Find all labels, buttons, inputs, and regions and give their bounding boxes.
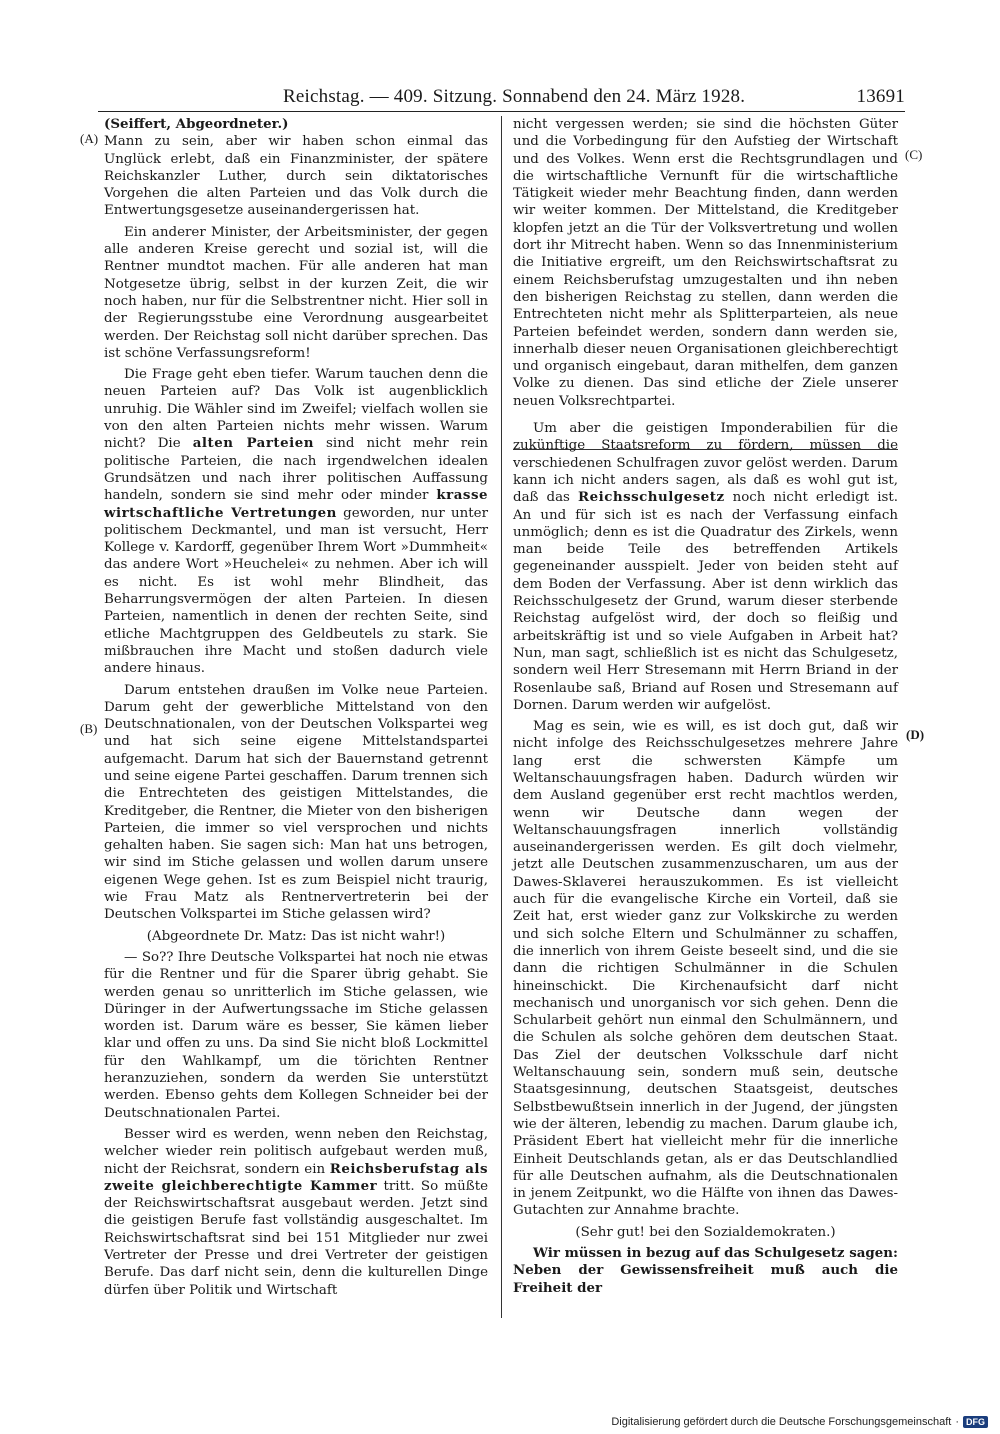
paragraph: Um aber die geistigen Imponderabilien für die zukünftige Staatsreform zu fördern, müssen die verschiedenen Schulfragen zuvor gelöst werden. Darum kann ich nicht anders sagen, als daß es wohl gut ist, daß das Reichsschulgesetz noch nicht erledigt ist. An und für sich ist es nach der Verfassung einfach unmöglich; denn es ist die Quadratur des Zirkels, wenn man beide Teile des betreffenden Artikels gegeneinander ausspielt. Jeder von beiden steht auf dem Boden der Verfassung. Aber ist denn wirklich das Reichsschulgesetz der Grund, warum dieser sterbende Reichstag aufgelöst wird, der doch so fleißig und arbeitskräftig ist und so viele Aufgaben in Arbeit hat? Nun, man sagt, schließlich ist es nicht das Schulgesetz, sondern weil Herr Stresemann mit Herrn Briand in der Rosenlaube saß, Briand auf Rosen und Stresemann auf Dornen. Darum werden wir aufgelöst. (513, 421, 898, 713)
margin-marker-d: (D) (906, 727, 925, 742)
emphasis: alten Parteien (192, 435, 314, 452)
header-title: Reichstag. — 409. Sitzung. Sonnabend den 24. März 1928. (283, 86, 746, 107)
margin-marker-b: (B) (80, 721, 98, 736)
paragraph: Mag es sein, wie es will, es ist doch gut, daß wir nicht infolge des Reichsschulgesetzes mehrere Jahre lang erst die schwersten Kämpfe um Weltanschauungsfragen haben. Dadurch würden wir dem Ausland gegenüber erst recht machtlos werden, wenn wir Deutsche dann wegen der Weltanschauungsfragen innerlich vollständig auseinandergerissen werden. Es gilt doch vielmehr, jetzt alle Deutschen zusammenzuscharen, um aus der Dawes-Sklaverei herauszukommen. Es ist vielleicht auch für die evangelische Kirche ein Vorteil, daß sie Zeit hat, erst wieder ganz zur Volkskirche zu werden und sich solche Eltern und Schulmänner zu schaffen, die innerlich von ihrem Geiste beseelt sind, und die sie dann die richtigen Schulmänner in die Schulen hineinschickt. Die Kirchenaufsicht darf nicht mechanisch und unorganisch vor sich gehen. Denn die Schularbeit gehört nun einmal den Schulmännern, und die Schulen als solche gehören dem deutschen Staat. Das Ziel der deutschen Volksschule darf nicht Weltanschauung sein, sondern muß sein, deutsche Staatsgesinnung, deutschen Staatsgeist, deutsches Selbstbewußtsein innerlich in der Jugend, der jüngsten wie der älteren, lebendig zu machen. Darum glaube ich, Präsident Ebert hat vielleicht mehr für die innerliche Einheit Deutschlands getan, als er das Deutschlandlied für alle Deutschen aufnahm, als die Deutschnationalen in jenem Zeitpunkt, wo die Hälfte von ihnen das Dawes-Gutachten zur Annahme brachte. (513, 719, 898, 1219)
running-header (283, 86, 905, 108)
margin-marker-c: (C) (905, 147, 923, 162)
right-column (513, 116, 898, 1297)
paragraph: Mann zu sein, aber wir haben schon einmal das Unglück erlebt, daß ein Finanzminister, der spätere Reichskanzler Luther, durch sein diktatorisches Vorgehen die alten Parteien und das Volk durch die Entwertungsgesetze auseinandergerissen hat. (104, 134, 488, 219)
footer (611, 1416, 988, 1428)
interjection: (Abgeordnete Dr. Matz: Das ist nicht wahr!) (146, 928, 446, 944)
paragraph: Besser wird es werden, wenn neben den Reichstag, welcher wieder rein politisch aufgebaut werden muß, nicht der Reichsrat, sondern ein Reichsberufstag als zweite gleichberechtigte Kammer tritt. So müßte der Reichswirtschaftsrat ausgebaut werden. Jetzt sind die geistigen Berufe fast vollständig ausgeschaltet. Im Reichswirtschaftsrat sind bei 151 Mitglieder nur zwei Vertreter der Presse und drei Vertreter der geistigen Berufe. Das darf nicht sein, denn die kulturellen Dinge dürfen über Politik und Wirtschaft (104, 1126, 489, 1298)
emphasis: Reichsberufstag als zweite gleichberechtigte Kammer (104, 1160, 488, 1194)
dfg-logo-icon: DFG (963, 1416, 988, 1428)
applause-note: (Sehr gut! bei den Sozialdemokraten.) (575, 1224, 836, 1240)
paragraph: Ein anderer Minister, der Arbeitsminister, der gegen alle anderen Kreise gerecht und sozial ist, will die Rentner mundtot machen. Für alle anderen hat man Notgesetze übrig, selbst in der kurzen Zeit, die wir noch haben, nur für die Selbstrentner nicht. Hier soll in der Regierungsstube eine Verordnung ausgearbeitet werden. Der Reichstag soll nicht darüber sprechen. Das ist schöne Verfassungsreform! (104, 224, 488, 361)
left-column (104, 116, 488, 1299)
emphasis: Reichsschulgesetz (577, 489, 725, 506)
speaker-label: (Seiffert, Abgeordneter.) (104, 116, 289, 132)
footer-text: Digitalisierung gefördert durch die Deutsche Forschungsgemeinschaft (611, 1416, 952, 1428)
paragraph: — So?? Ihre Deutsche Volkspartei hat noch nie etwas für die Rentner und für die Sparer übrig gehabt. Sie werden genau so unritterlich im Stiche gelassen, wie Düringer in der Aufwertungssache im Stiche gelassen worden ist. Darum wäre es besser, Sie kämen lieber klar und offen zu uns. Da sind Sie nicht bloß Lockmittel für den Wahlkampf, um die törichten Rentner heranzuziehen, sondern da werden Sie unterstützt werden. Ebenso gehts dem Kollegen Schneider bei der Deutschnationalen Partei. (104, 949, 488, 1121)
paragraph: Die Frage geht eben tiefer. Warum tauchen denn die neuen Parteien auf? Das Volk ist augenblicklich unruhig. Die Wähler sind im Zweifel; vielfach wollen sie von den alten Parteien nichts mehr wissen. Warum nicht? Die alten Parteien sind nicht mehr rein politische Parteien, die nach irgendwelchen idealen Grundsätzen und nach ihrer politischen Auffassung handeln, sondern sie sind mehr oder minder krasse wirtschaftliche Vertretungen geworden, nur unter politischem Deckmantel, und man ist versucht, Herr Kollege v. Kardorff, gegenüber Ihrem Wort »Dummheit« das andere Wort »Heuchelei« zu nehmen. Aber ich will es nicht. Es ist wohl mehr Blindheit, das Beharrungsvermögen der alten Parteien. In diesen Parteien, namentlich in denen der rechten Seite, sind etliche Machtgruppen des Geldbeutels zu stark. Sie mißbrauchen ihre Macht und stoßen dadurch viele andere hinaus. (104, 367, 488, 677)
header-rule (98, 111, 905, 112)
paragraph: nicht vergessen werden; sie sind die höchsten Güter und die Vorbedingung für den Aufstieg der Wirtschaft und des Volkes. Wenn erst die Rechtsgrundlagen und die wirtschaftliche Vernunft für die wirtschaftliche Tätigkeit wieder mehr Beachtung finden, dann werden wir weiter kommen. Der Mittelstand, die Kreditgeber klopfen jetzt an die Tür der Volksvertretung und wollen dort ihr Mitrecht haben. Wenn so das Innenministerium die Initiative ergreift, um den Reichswirtschaftsrat zu einem Reichsberufstag umzugestalten und ihn neben den bisherigen Reichstag zu stellen, dann werden die Entrechteten nicht mehr als Splitterparteien, als neue Parteien befeindet werden, sondern dann werden sie, innerhalb dieser neuen Organisationen gleichberechtigt und organisch eingebaut, daran mithelfen, dem ganzen Volke zu dienen. Das sind etliche der Ziele unserer neuen Volksrechtpartei. (513, 117, 898, 409)
footer-separator: · (955, 1416, 959, 1428)
page-number: 13691 (856, 86, 905, 107)
paragraph: Darum entstehen draußen im Volke neue Parteien. Darum geht der gewerbliche Mittelstand von den Deutschnationalen, von der Deutschen Volkspartei weg und hat sich seine eigene Mittelstandspartei aufgemacht. Darum hat sich der Bauernstand getrennt und seine eigene Partei geschaffen. Darum trennen sich die Entrechteten des geistigen Mittelstandes, die Kreditgeber, die Rentner, die Mieter von den bisherigen Parteien, die immer so viel versprochen und nichts gehalten haben. Sie sagen sich: Man hat uns betrogen, wir sind im Stiche gelassen und wollen darum unsere eigenen Wege gehen. Ist es zum Beispiel nicht traurig, wie Frau Matz als Rentnervertreterin bei der Deutschen Volkspartei im Stiche gelassen wird? (104, 682, 488, 923)
margin-marker-a: (A) (80, 131, 99, 146)
column-divider (501, 116, 502, 1318)
paragraph: Wir müssen in bezug auf das Schulgesetz sagen: Neben der Gewissensfreiheit muß auch die Freiheit der (513, 1245, 898, 1296)
emphasis: krasse wirtschaftliche Vertretungen (104, 487, 488, 521)
